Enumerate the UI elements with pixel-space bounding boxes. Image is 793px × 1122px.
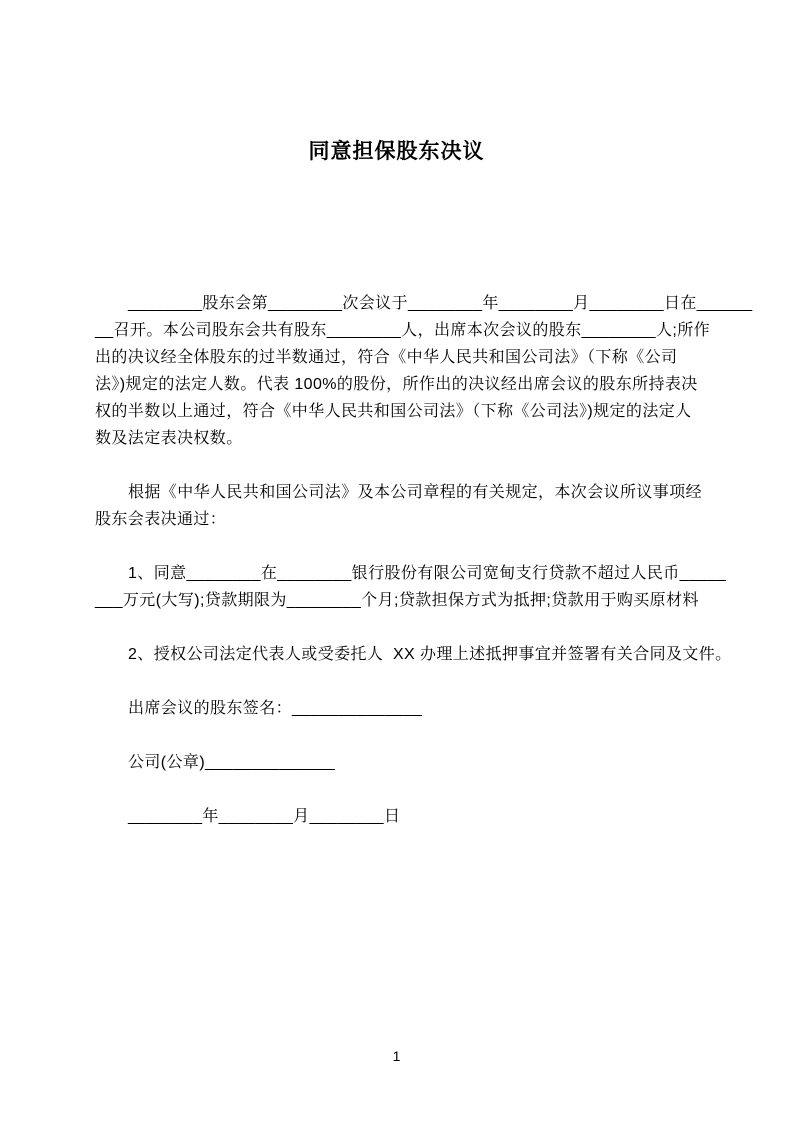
- text-line: __召开。本公司股东会共有股东________人，出席本次会议的股东________人;所作: [95, 322, 711, 339]
- paragraph-signature: [95, 695, 705, 722]
- page-number: 1: [392, 1048, 401, 1064]
- text-line: 权的半数以上通过，符合《中华人民共和国公司法》（下称《公司法》)规定的法定人: [95, 403, 692, 420]
- paragraph-date: [95, 803, 705, 830]
- paragraph-company-seal: [95, 749, 705, 776]
- text-line: 法》)规定的法定人数。代表 100%的股份，所作出的决议经出席会议的股东所持表决: [95, 376, 698, 393]
- paragraph-opening: [95, 290, 753, 452]
- text-line: 2、授权公司法定代表人或受委托人 XX 办理上述抵押事宜并签署有关合同及文件。: [128, 646, 732, 663]
- text-line: ________年________月________日: [128, 808, 401, 825]
- paragraph-resolution-1: [95, 560, 727, 614]
- text-line: 公司(公章)______________: [128, 754, 336, 771]
- text-line: 1、同意________在________银行股份有限公司宽甸支行贷款不超过人民币_____: [128, 565, 727, 582]
- text-line: 数及法定表决权数。: [95, 430, 243, 447]
- text-line: 股东会表决通过：: [95, 511, 227, 528]
- text-line: ________股东会第________次会议于________年________月________日在______: [128, 295, 753, 312]
- document-title: 同意担保股东决议: [308, 140, 485, 163]
- paragraph-basis: [95, 479, 705, 533]
- text-line: 出的决议经全体股东的过半数通过，符合《中华人民共和国公司法》（下称《公司: [95, 349, 678, 366]
- document-body: [95, 290, 753, 830]
- paragraph-resolution-2: [95, 641, 732, 668]
- text-line: 出席会议的股东签名：______________: [128, 700, 423, 717]
- text-line: 根据《中华人民共和国公司法》及本公司章程的有关规定，本次会议所议事项经: [128, 484, 703, 501]
- text-line: ___万元(大写);贷款期限为________个月;贷款担保方式为抵押;贷款用于购买原材料: [95, 592, 699, 609]
